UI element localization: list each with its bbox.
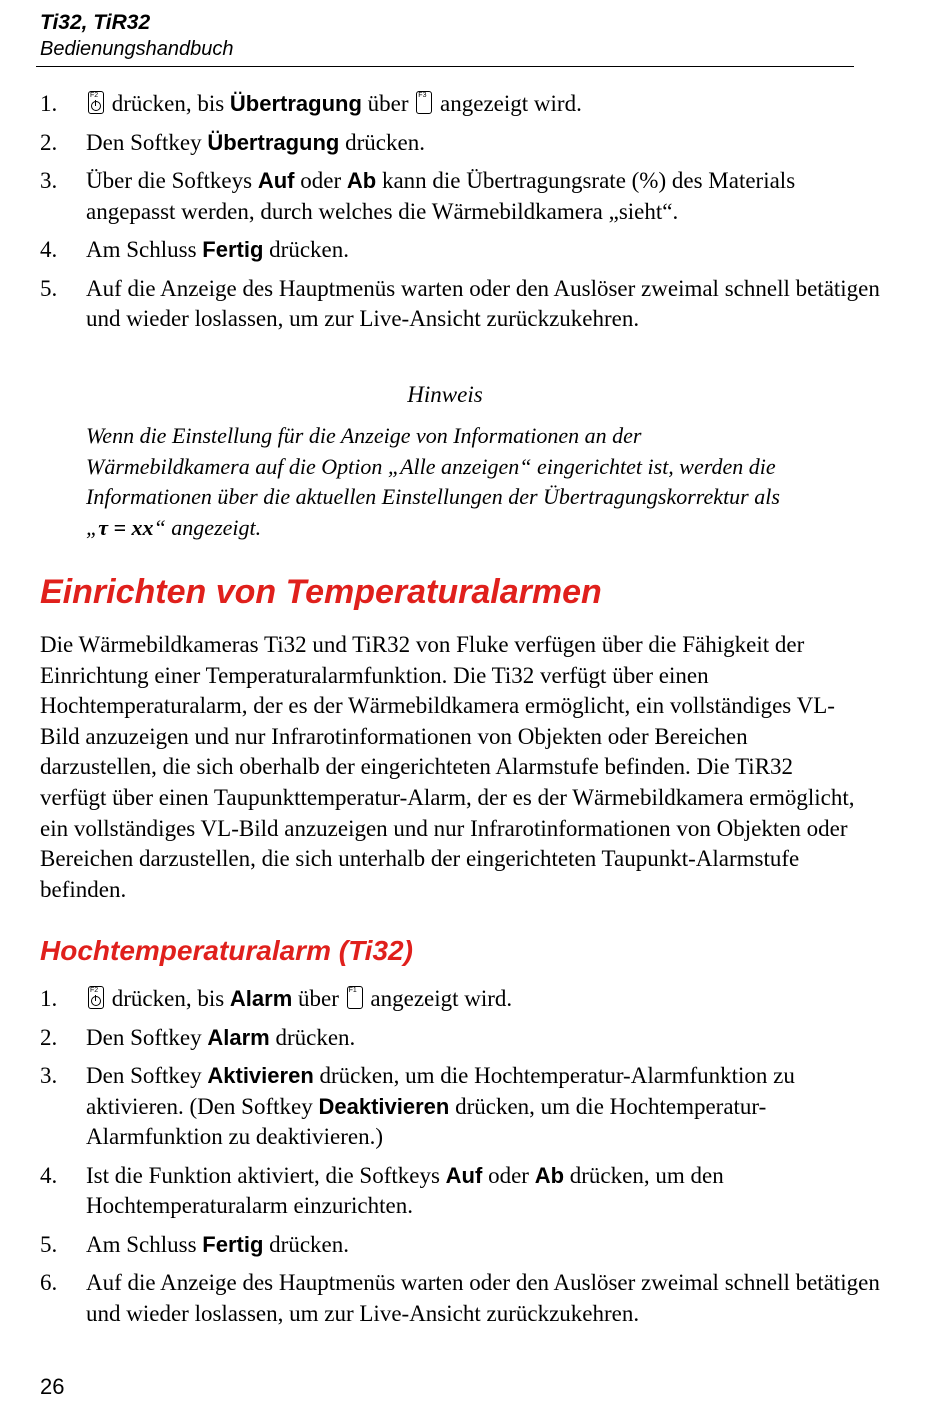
step-number: 4.: [40, 237, 58, 262]
list-item: 3. Den Softkey Aktivieren drücken, um die Hochtemperatur-Alarmfunktion zu aktivieren. (Den Softkey Deaktivieren drücken, um die Hochtemperatur-Alarmfunktion zu deaktivieren.): [40, 1063, 795, 1149]
step-number: 2.: [40, 129, 58, 155]
step-number: 6.: [40, 1270, 58, 1295]
step-number: 2.: [40, 1024, 58, 1050]
softkey-icon: F1: [347, 986, 363, 1009]
list-item: 3. Über die Softkeys Auf oder Ab kann die Übertragungsrate (%) des Materials angepasst werden, durch welches die Wärmebildkamera „sieht“.: [40, 168, 796, 224]
step-list-alarm: [0, 984, 950, 1337]
list-item: 1. F2 drücken, bis Übertragung über F3 angezeigt wird.: [0, 89, 950, 120]
note-title: Hinweis: [407, 382, 483, 407]
page-number: 26: [40, 1374, 65, 1399]
step-number: 3.: [40, 1063, 58, 1088]
step-list-transmission: [0, 89, 950, 343]
step-number: 4.: [40, 1162, 58, 1188]
header-subtitle: Bedienungshandbuch: [40, 38, 234, 60]
list-item: 5. Am Schluss Fertig drücken.: [0, 1230, 950, 1261]
section-heading: Einrichten von Temperaturalarmen: [40, 573, 602, 611]
list-item: 4. Ist die Funktion aktiviert, die Softkeys Auf oder Ab drücken, um den Hochtemperaturalarm einzurichten.: [40, 1162, 724, 1218]
step-number: 3.: [40, 168, 58, 193]
list-item: 2. Den Softkey Alarm drücken.: [0, 1023, 950, 1054]
list-item: 6. Auf die Anzeige des Hauptmenüs warten oder den Auslöser zweimal schnell betätigen und wieder loslassen, um zur Live-Ansicht zurückzukehren.: [40, 1270, 880, 1326]
subsection-heading: Hochtemperaturalarm (Ti32): [40, 935, 413, 966]
step-number: 1.: [40, 986, 58, 1011]
power-key-icon: F2: [88, 91, 104, 114]
power-key-icon: F2: [88, 986, 104, 1009]
list-item: 5. Auf die Anzeige des Hauptmenüs warten oder den Auslöser zweimal schnell betätigen und wieder loslassen, um zur Live-Ansicht zurückzukehren.: [40, 275, 880, 331]
step-number: 1.: [40, 91, 58, 116]
list-item: 2. Den Softkey Übertragung drücken.: [0, 128, 950, 159]
note-text: Wenn die Einstellung für die Anzeige von Informationen an der Wärmebildkamera auf die Option „Alle anzeigen“ eingerichtet ist, werden die Informationen über die aktuellen Einstellungen der Übertragungskorrektur als „τ = xx“ angezeigt.: [86, 423, 780, 540]
step-number: 5.: [40, 275, 58, 301]
list-item: 1. F2 drücken, bis Alarm über F1 angezeigt wird.: [0, 984, 950, 1015]
header-title: Ti32, TiR32: [40, 11, 151, 34]
softkey-icon: F3: [416, 91, 432, 114]
step-number: 5.: [40, 1231, 58, 1257]
note-formula: τ = xx: [98, 514, 154, 540]
list-item: 4. Am Schluss Fertig drücken.: [0, 235, 950, 266]
section-paragraph: Die Wärmebildkameras Ti32 und TiR32 von Fluke verfügen über die Fähigkeit der Einrichtung einer Temperaturalarmfunktion. Die Ti32 verfügt über einen Hochtemperaturalarm, der es der Wärmebildkamera ermöglicht, ein vollständiges VL-Bild anzuzeigen und nur Infrarotinformationen von Objekten oder Bereichen darzustellen, die sich oberhalb der eingerichteten Alarmstufe befinden. Die TiR32 verfügt über einen Taupunkttemperatur-Alarm, der es der Wärmebildkamera ermöglicht, ein vollständiges VL-Bild anzuzeigen und nur Infrarotinformationen von Objekten oder Bereichen darzustellen, die sich unterhalb der eingerichteten Taupunkt-Alarmstufe befinden.: [40, 632, 855, 902]
